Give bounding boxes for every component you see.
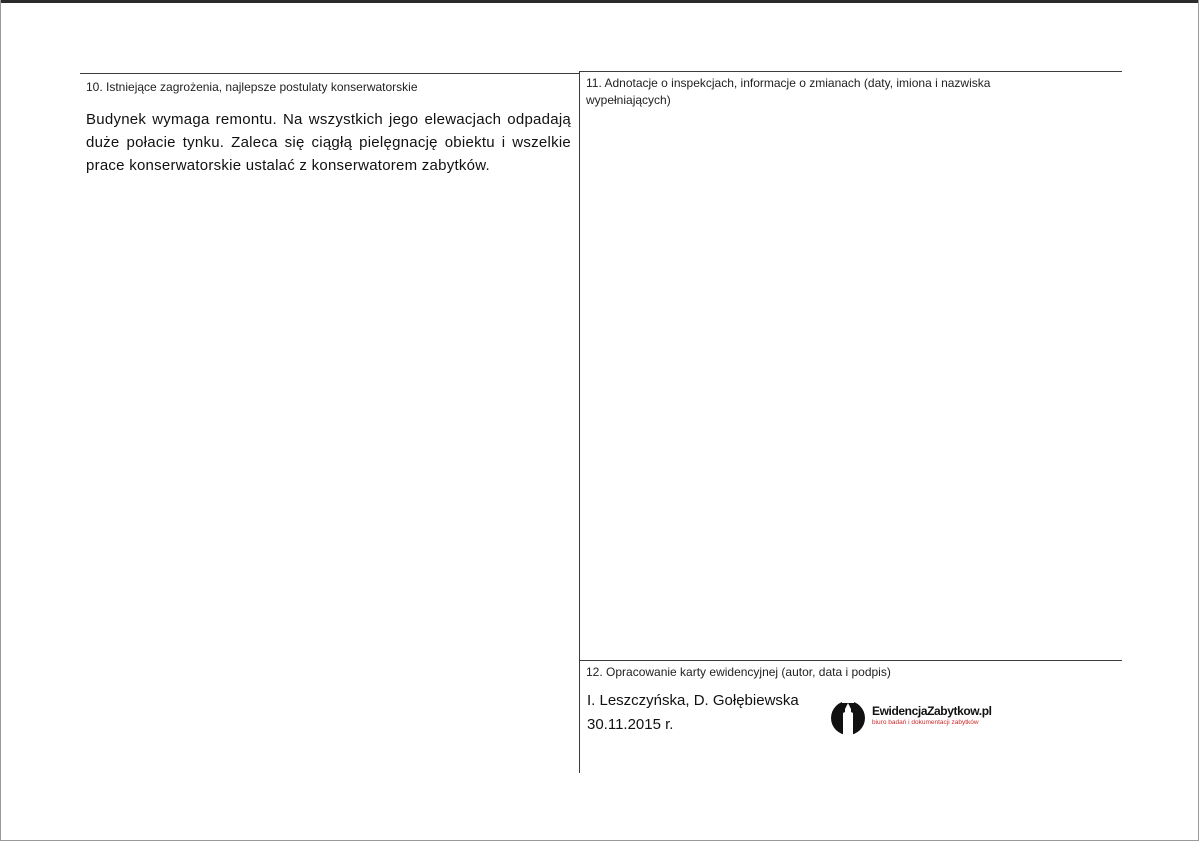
section-10-label: 10. Istniejące zagrożenia, najlepsze postulaty konserwatorskie <box>86 80 418 94</box>
logo-tagline: biuro badań i dokumentacji zabytków <box>872 719 979 726</box>
scan-left-edge <box>0 0 1 841</box>
building-silhouette-icon <box>830 700 866 736</box>
date: 30.11.2015 r. <box>587 716 674 733</box>
section-11-label-line-2: wypełniających) <box>586 93 671 107</box>
section-11-top-rule <box>579 71 1122 72</box>
ewidencja-zabytkow-logo <box>830 700 995 740</box>
authors: I. Leszczyńska, D. Gołębiewska <box>587 692 799 709</box>
section-12-label: 12. Opracowanie karty ewidencyjnej (autor, data i podpis) <box>586 665 891 679</box>
column-divider <box>579 71 580 773</box>
logo-name: EwidencjaZabytkow.pl <box>872 704 992 718</box>
section-12-top-rule <box>579 660 1122 661</box>
section-10-body: Budynek wymaga remontu. Na wszystkich jego elewacjach odpadają duże połacie tynku. Zaleca się ciągłą pielęgnację obiektu i wszelkie prace konserwatorskie ustalać z konserwatorem zabytków. <box>86 111 571 174</box>
section-10-top-rule <box>80 73 579 74</box>
scan-top-edge <box>0 0 1199 3</box>
section-11-label-line-1: 11. Adnotacje o inspekcjach, informacje o zmianach (daty, imiona i nazwiska <box>586 76 991 90</box>
